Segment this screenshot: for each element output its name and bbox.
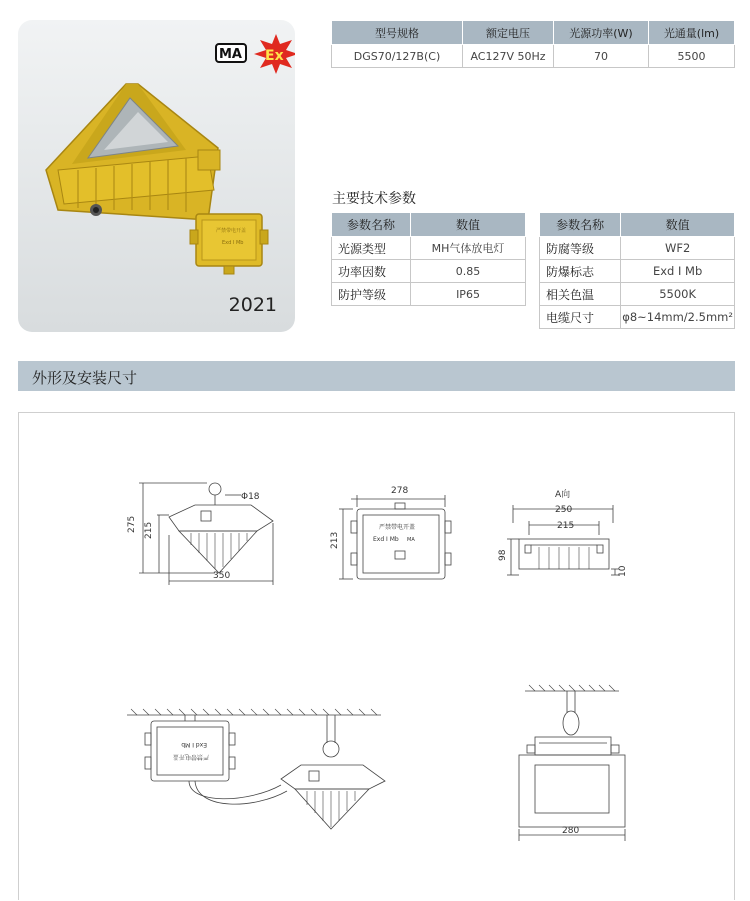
install-box-ex: Exd I Mb: [181, 741, 207, 748]
param-header: 数值: [621, 213, 735, 237]
ma-mark-icon: MA: [219, 47, 242, 62]
param-value: MH气体放电灯: [411, 237, 526, 260]
section-title: 外形及安装尺寸: [32, 369, 138, 387]
svg-text:Exd I Mb: Exd I Mb: [222, 240, 244, 246]
dim-side-height-total: 275: [127, 515, 137, 533]
param-name: 光源类型: [332, 237, 411, 260]
spec-table: [331, 20, 735, 68]
tech-params-table-right: [539, 212, 735, 329]
param-name: 相关色温: [540, 283, 621, 306]
dim-top-inner: 215: [557, 521, 575, 531]
param-name: 防护等级: [332, 283, 411, 306]
dimension-drawings: [18, 412, 735, 900]
param-header: 数值: [411, 213, 526, 237]
param-value: Exd I Mb: [621, 260, 735, 283]
svg-text:严禁带电开盖: 严禁带电开盖: [216, 228, 247, 234]
dim-mount-width: 280: [562, 826, 580, 836]
dim-side-height-body: 215: [144, 521, 154, 539]
dim-top-height: 98: [498, 549, 508, 561]
param-name: 电缆尺寸: [540, 306, 621, 329]
product-photo-panel: [18, 20, 295, 332]
param-header: 参数名称: [332, 213, 411, 237]
spec-cell: DGS70/127B(C): [332, 45, 463, 68]
spec-header: 型号规格: [332, 21, 463, 45]
box-badge-text: MA: [407, 537, 415, 543]
box-warning-text: 严禁带电开盖: [379, 524, 416, 531]
dimensions-section-header: [18, 361, 735, 391]
top-view-drawing: [507, 505, 619, 575]
dim-cable-dia: Φ18: [241, 492, 260, 502]
param-value: 0.85: [411, 260, 526, 283]
spec-header: 光源功率(W): [554, 21, 649, 45]
spec-cell: 5500: [649, 45, 735, 68]
param-name: 防腐等级: [540, 237, 621, 260]
dim-box-height: 213: [330, 531, 340, 549]
spec-cell: 70: [554, 45, 649, 68]
spec-header: 额定电压: [463, 21, 554, 45]
dim-top-outer: 250: [555, 505, 573, 515]
param-name: 功率因数: [332, 260, 411, 283]
param-value: φ8~14mm/2.5mm²: [621, 306, 735, 329]
dim-side-width: 350: [213, 571, 231, 581]
model-year-label: 2021: [228, 294, 277, 316]
box-ex-text: Exd I Mb: [373, 536, 399, 543]
ex-mark-icon: Ex: [265, 48, 284, 64]
tech-params-table-left: [331, 212, 526, 306]
param-value: WF2: [621, 237, 735, 260]
view-a-label: A向: [555, 490, 571, 500]
spec-cell: AC127V 50Hz: [463, 45, 554, 68]
param-value: IP65: [411, 283, 526, 306]
param-header: 参数名称: [540, 213, 621, 237]
param-value: 5500K: [621, 283, 735, 306]
installation-drawing: [127, 709, 385, 829]
install-box-warning: 严禁带电开盖: [172, 753, 209, 760]
dim-box-width: 278: [391, 486, 409, 496]
param-name: 防爆标志: [540, 260, 621, 283]
dim-top-small: 10: [618, 565, 628, 577]
spec-header: 光通量(lm): [649, 21, 735, 45]
tech-params-title: 主要技术参数: [332, 191, 416, 207]
front-mount-drawing: [519, 685, 625, 841]
